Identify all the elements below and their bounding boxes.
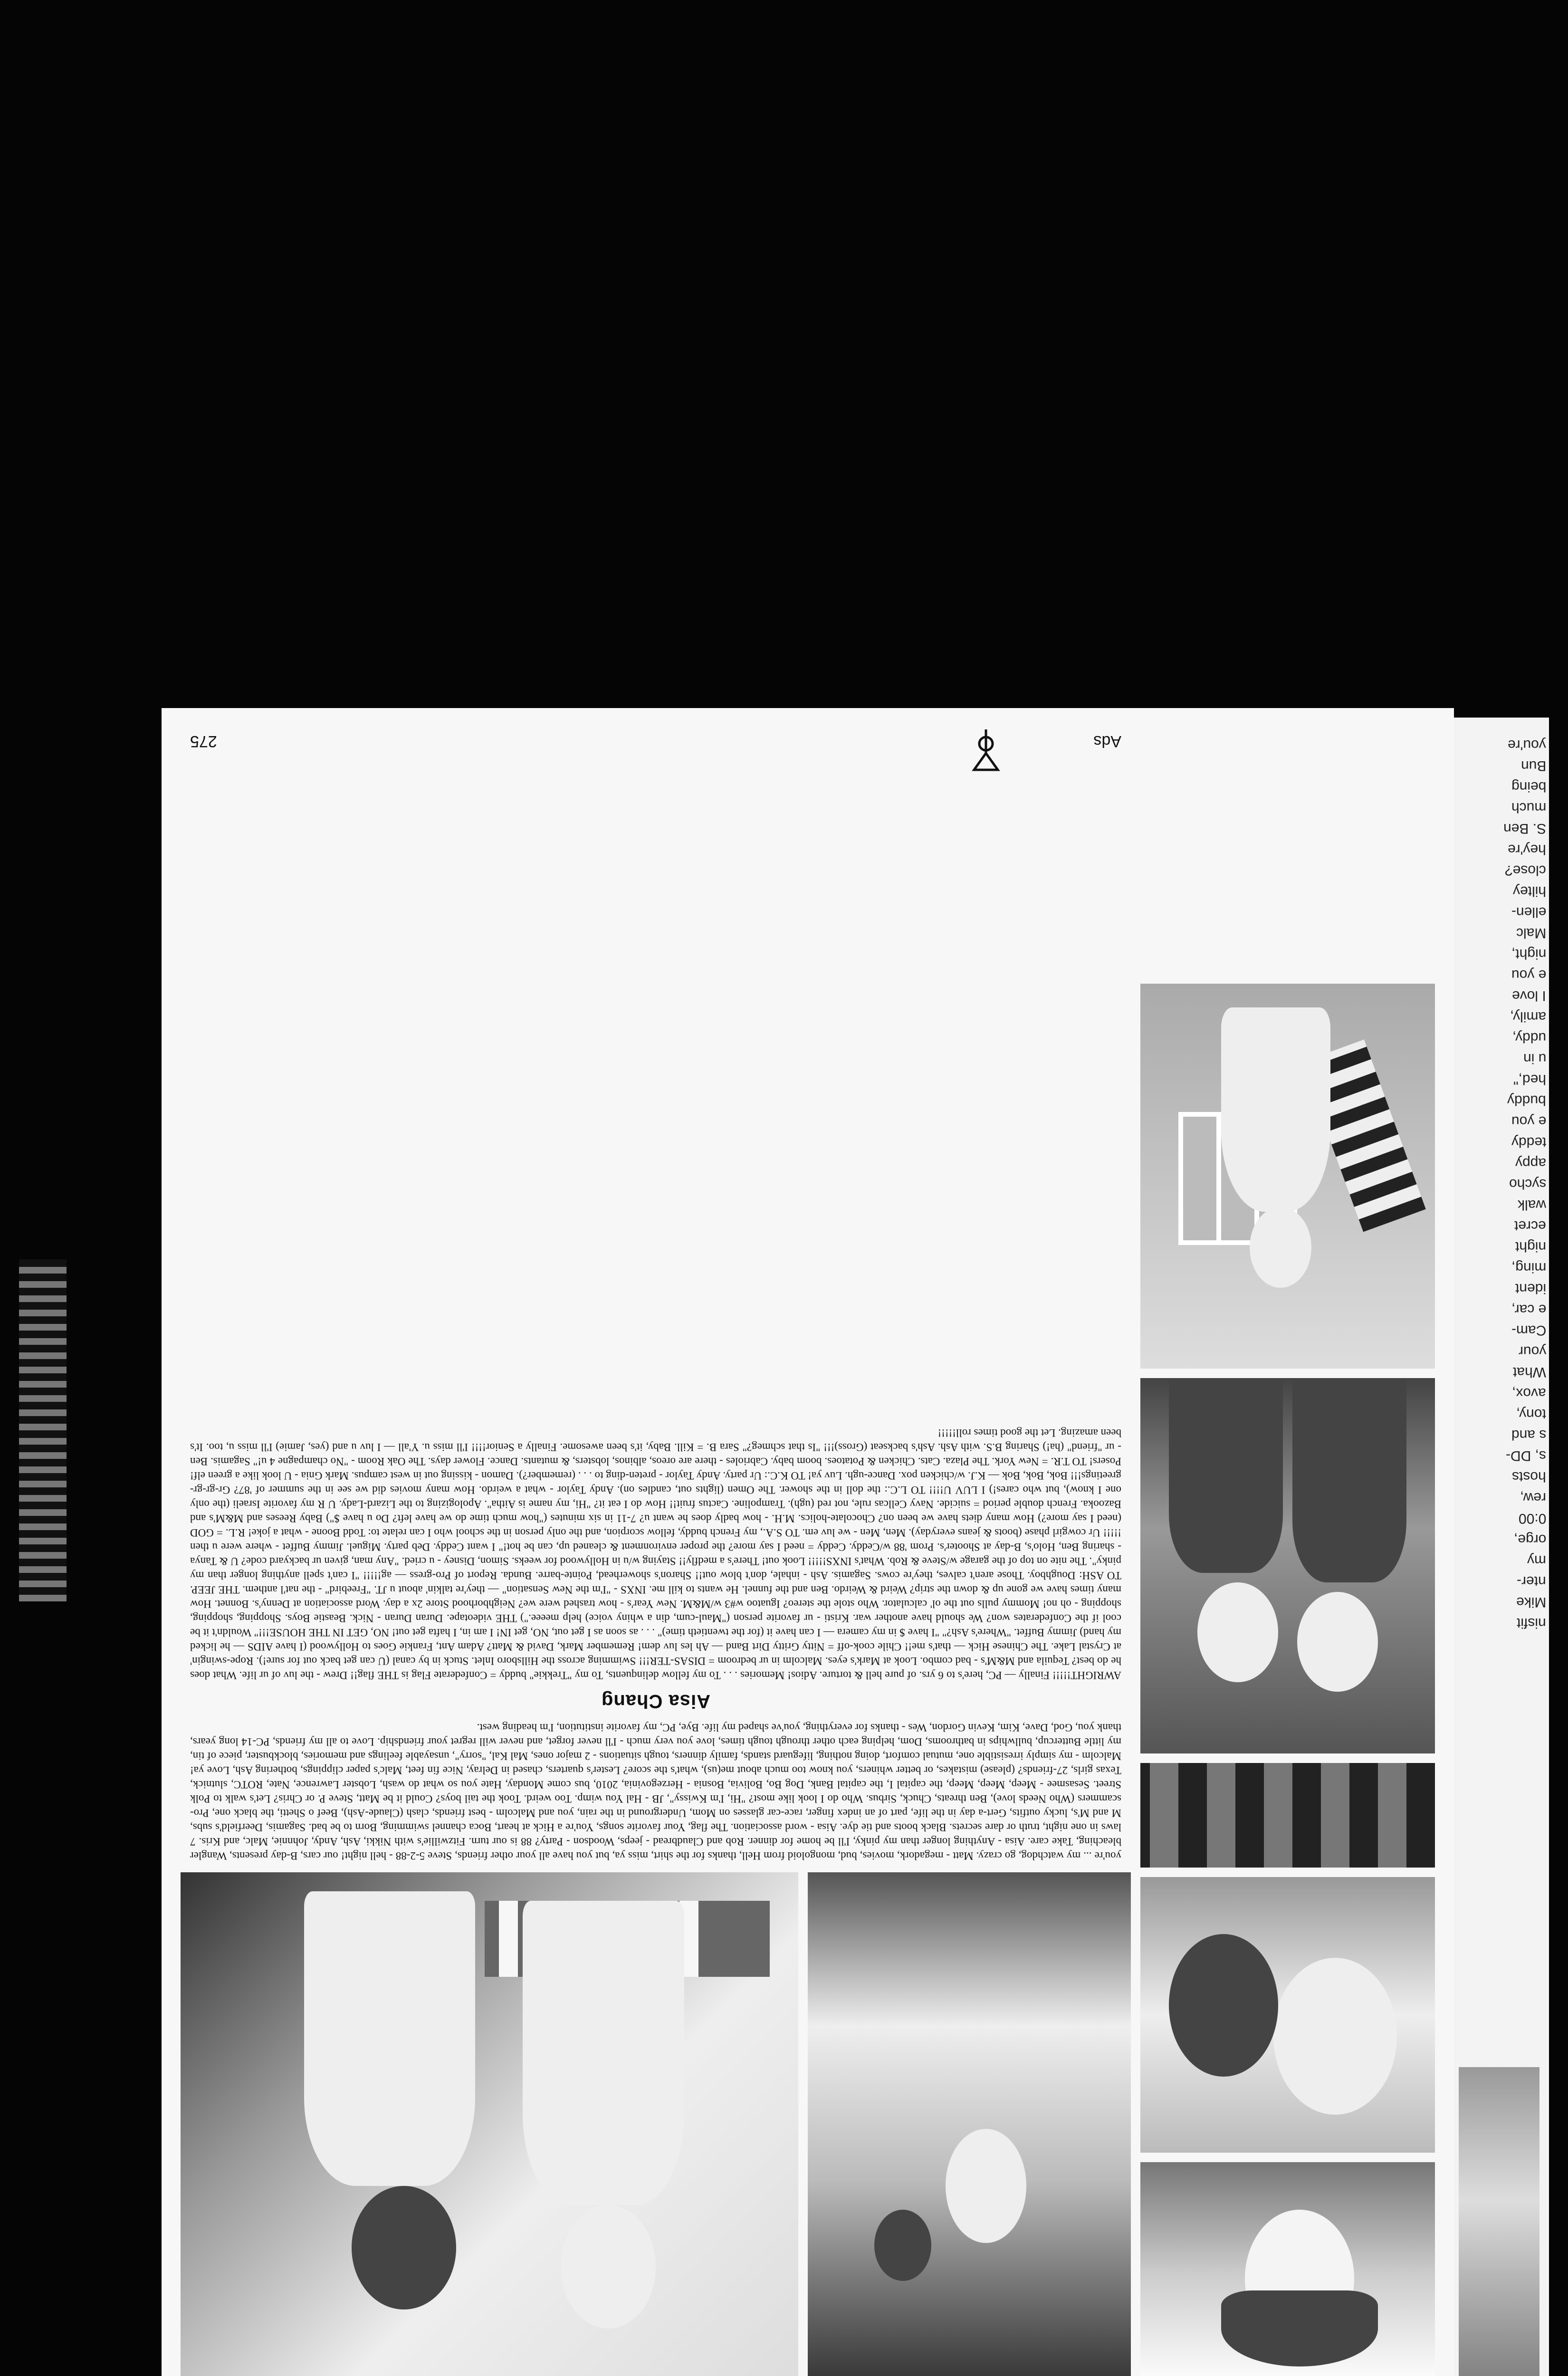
- adjacent-page-line: hosts: [1512, 1469, 1546, 1485]
- photo-figure-body: [1221, 1007, 1330, 1212]
- adjacent-page-line: nisfit: [1517, 1615, 1546, 1631]
- adjacent-page-line: ecret: [1514, 1218, 1546, 1234]
- adjacent-page-line: your: [1518, 1343, 1546, 1359]
- adjacent-page-line: avox,: [1512, 1385, 1546, 1401]
- adjacent-page-line: night,: [1511, 946, 1546, 962]
- photo-smiling-girl: [1140, 2162, 1435, 2376]
- adjacent-page-line: uddy,: [1512, 1030, 1546, 1045]
- adjacent-page-line: rew,: [1520, 1490, 1546, 1505]
- ad-paragraph-second: AWRIGHT!!!!! Finally — PC, here's to 6 yrs. of pure hell & torture. Adios! Memories . . . To my fellow delinquents, To my "Trekkie" buddy = Confederate Flag is THE flag!! Drew - the luv of ur life. What does he do best? Tequila and M&M's - bad combo. Look at Mark's eyes. Malcolm in ur bedroom = DISAS-TER!!! Swimming across the Hillsboro Inlet. Stuck in by canal (U can get back out for sure!). Rope-swingin' at Crystal Lake. The Chinese Hick — that's me!! Chile cook-off = Nitty Gritty Dirt Band — Ah les luv dem! Remember Mark, David & Matt? Adam Ant, Frankie Goes to Hollywood (I have AIDS — he licked my hand) Jimmy Buffet. "Where's Ash?" "I have $ in my camera — I can have it (for the twentieth time)" . . . as soon as I get out, NO, get IN! I am in, I hafta get out! NO, GET IN THE HOUSE!!!" Wouldn't it be cool if the Confederates won? We should have another war. Kristi - ur favorite person ("Maul-cum, din a whiny voice) help meeee.") THE videotape. Duran Duran - Nick. Beastie Boys. Shopping, shopping, shopping - oh no! Mommy pulls out the ol' calculator. Who stole the stereo? Iguatoo w#3 w/M&M. New Year's - how trashed were we? Neighborhood Store 2x a day. Word association at Denny's. Bonnet. How many times have we gone up & down the strip? Weird & Weirdo. Ben and the funnel. He wants to kill me. INXS - "I'm the New Sensation" — they're talkin' about u JT. "Freebird" - the nat'l anthem. THE JEEP. TO ASH: Doughboy. Those aren't calves, they're cows. Sagamis. Ash - inhale, don't blow out!! Sharon's showerhead, Pointe-barre. Bunda. Report of Pro-gress — ag!!!!! "I can't spell anything longer than my pinky". The nite on top of the garage w/Steve & Rob. What's INXS!!!!! Look out! There's a medfly!! Staying w/u in Hollywood for weeks. Simon, Disney - u cried. "Any man, given ur backyard code? U & Tanya - sharing Ben, Holo's, B-day at Shooter's. Prom '88 w/Ceddy. Ceddy = need I say more? the proper environment & cleaned up, can be hot!" I want Ceddy. Deb party. Miguel. Jimmy Buffet - where were u then !!!!! Ur cowgirl phase (boots & jeans everyday). Men, Men - we luv em. TO S.A., my French buddy, fellow scorpion, and the only person in the school who I can relate to: Todd Boone - what a joke! R.L. = GOD (need I say more?) How many diets have we been on? Chocolate-holics. M.H. - how badly does he want u? 7-11 in six minutes ("how much time do we have left? Do u have $") Baby Reeses and M&M's and Bazooka. French double period = suicide. Navy Cellcas rule, not red (ugh). Trampoline. Cactus fruit!! How do I eat it? "Hi, my name is Aitha". Apologizing to the Lizard-Lady. U R my favorite Israeli (the only one I know), but who cares!) I LUV U!!!! TO L.C.: the doll in the shower. The Omen (lights out, candles on). Andy Taylor - what a weirdo. How many movies did we see in the summer of '87? Gr-gr-gr-greetings!!! Bok, Bok, Bok — K.J. w/chicken pox. Dance-ugh. Luv ya! TO K.C.: Ur party. Andy Taylor - preten-ding to . . . (remember?). Damon - kissing out in west campus. Mark Gnia - U look like a green elf! Posers! TO T.R. = New York. The Plaza. Cats. Chicken & Potatoes. boom baby. Cabrioles - there are oreos, albinos, lobsters, & mutants. Dance. Flower days. The Oak Room - "No champagne 4 u!" Sagamis. Ben - ur "friend" (ha!) Sharing B.S. with Ash. Ash's backseat (Gross)!!! "Is that schmeg?" Sara B. = Kill. Baby, it's been awesome. Finally a Senior!!!! I'll miss u. Y'all — I luv u and (yes, Jamie) I'll miss u, too. It's been amazing. Let the good times roll!!!!!: [190, 1427, 1121, 1681]
- adjacent-page-line: s and: [1511, 1427, 1546, 1443]
- adjacent-page-line: teddy: [1511, 1134, 1546, 1150]
- adjacent-page-line: ellen-: [1511, 904, 1546, 920]
- adjacent-page-line: sycho: [1509, 1176, 1546, 1192]
- photo-body-right: [1169, 1378, 1283, 1573]
- adjacent-page-line: close?: [1505, 862, 1546, 878]
- photo-poolside: [808, 1872, 1131, 2376]
- book-binding: [19, 1259, 67, 1601]
- adjacent-page-line: ident: [1515, 1281, 1546, 1296]
- senior-ad-text: [190, 1419, 1121, 1863]
- adjacent-page-line: appy: [1515, 1155, 1546, 1171]
- adjacent-page-line: u in: [1523, 1051, 1546, 1066]
- adjacent-page-photo: [1459, 2067, 1539, 2376]
- adjacent-page-line: Cam-: [1511, 1322, 1546, 1338]
- adjacent-page-line: nter-: [1517, 1573, 1546, 1589]
- photo-face-front: [1273, 1958, 1397, 2115]
- photo-body-right: [304, 1891, 475, 2186]
- adjacent-page-line: orge,: [1513, 1532, 1546, 1547]
- adjacent-page-line: hey're: [1508, 842, 1546, 857]
- photo-face-left: [561, 2205, 656, 2328]
- photo-face-right: [1197, 1582, 1278, 1682]
- adjacent-page-line: being: [1511, 779, 1546, 795]
- trophy-logo-icon: [965, 727, 1007, 775]
- adjacent-page-line: s, DD-: [1506, 1448, 1546, 1464]
- adjacent-page-line: hed,": [1513, 1072, 1546, 1087]
- photo-face-right: [352, 2186, 456, 2309]
- photo-close-up-faces: [1140, 1877, 1435, 2153]
- photo-figure: [946, 2129, 1026, 2243]
- adjacent-page-line: 0:00: [1518, 1511, 1546, 1526]
- adjacent-page-fragment: [1454, 718, 1549, 2376]
- adjacent-page-line: amily,: [1510, 1009, 1546, 1025]
- adjacent-page-line: e you: [1511, 1113, 1546, 1129]
- photo-figure: [1250, 1207, 1311, 1288]
- photo-trophy-shelf: [1140, 1763, 1435, 1868]
- photo-face-left: [1297, 1592, 1378, 1692]
- ad-paragraph-first: you're ... my watchdog, go crazy. Matt - megadork, movies, bud, mongoloid from Hell, thanks for the shirt, miss ya, but you have all your other friends, Steve 5-2-88 - hell night! our cars, B-day presents, Wangler bleaching, Take care. Aisa - Anything longer than my pinky, I'll be home for dinner. Rob and Claudbread - jeeps, Woodson - Party? 88 is our turn. Fitzwillie's with Nikki, Ash, Andy, Johnnie, Malc, and Kris. 7 laws in one night, truth or dare secrets. Black boots and tie dye. Aisa - word association. The flag, Your favorite songs, You're a Hick at heart, Boca channel swimming, Born to be bad. Sagamis, Deerfield's subs, M and M's, lucky outfits, Gert-a day in the life, part of an index finger, race-car glasses on Mom, Underground in the rain, you and Malcolm - best friends, clash (Claude-Ash), Beef o Shetti, the black one, Pro-scammers (Who Needs love), Ben threats, Chuck, Sirbus. Who do I look like most? "Hi, I'm Kwissy", JB - Hal You wimp. Too weird. Took the tail boys? Could it be Matt, Steve P. or Chris? Let's walk to Polk Street. Sesasmee - Meep, Meep, Meep, the capital I, the capital Bank, Dog Bo, Bolivia, Bosnia - Herzegovinia, 2010, bus come Monday, Hate you so what do wash, Lobster Lawrence, Nate, ROTC, slutnick, Texas girls, 27-friends? (please) mistakes, or better whiners, you know too much about me(us), what's the score? Lester's quarters, chased in Delray, Nice fin feet, Malc's paper clippings, bothering Ash, Love ya! Malcolm - my simply irresistible one, mutual comfort, doing nothing, lifeguard stands, family dinners, tough situations - 2 major ones, Mal Kal, "sorry", unsayable feelings and memories, blockbuster, piece of tin, my little Buttercup, bullwhips in bathrooms, Dom, helping each other through tough times, love you very much - I'll never forget, and never will regret your friendship. Love to all my friends, PC-14 long years, thank you, God, Dave, Kim, Kevin Gordon, Wes - thanks for everything, you've shaped my life. Bye, PC, my favorite institution, I'm heading west.: [190, 1722, 1121, 1862]
- adjacent-page-line: Bun: [1520, 758, 1546, 774]
- adjacent-page-line: e you: [1511, 967, 1546, 983]
- photo-kitchen-group: [181, 1872, 798, 2376]
- adjacent-page-line: hiltey: [1512, 883, 1546, 899]
- adjacent-page-line: What: [1512, 1364, 1546, 1380]
- adjacent-page-line: walk: [1517, 1197, 1546, 1213]
- adjacent-page-line: S. Ben: [1503, 821, 1546, 836]
- yearbook-page-rotated-content: [162, 708, 1454, 2376]
- student-name-heading: Aisa Chang: [601, 1691, 711, 1712]
- photo-two-friends: [1140, 1378, 1435, 1753]
- adjacent-page-line: night: [1515, 1239, 1546, 1255]
- photo-figure-head: [874, 2210, 931, 2281]
- adjacent-page-line: ming,: [1511, 1260, 1546, 1275]
- adjacent-page-line: Malc: [1516, 925, 1546, 941]
- adjacent-page-line: buddy: [1507, 1092, 1546, 1108]
- page-number: 275: [190, 732, 217, 750]
- adjacent-page-line: my: [1527, 1552, 1546, 1568]
- section-label: Ads: [1093, 732, 1121, 750]
- photo-face-back: [1169, 1934, 1278, 2077]
- page-footer: [190, 722, 1121, 779]
- yearbook-page: [162, 708, 1454, 2376]
- adjacent-page-line: I love: [1512, 988, 1546, 1004]
- adjacent-page-line: you're: [1508, 737, 1546, 753]
- photo-body-left: [1292, 1378, 1406, 1582]
- adjacent-page-line: Mike: [1516, 1594, 1546, 1610]
- photo-body-left: [523, 1901, 684, 2205]
- photo-girl-with-flag: [1140, 984, 1435, 1369]
- adjacent-page-line: e car,: [1511, 1302, 1546, 1317]
- adjacent-page-line: tony,: [1516, 1406, 1546, 1422]
- photo-hair: [1221, 2290, 1378, 2366]
- adjacent-page-line: much: [1511, 800, 1546, 815]
